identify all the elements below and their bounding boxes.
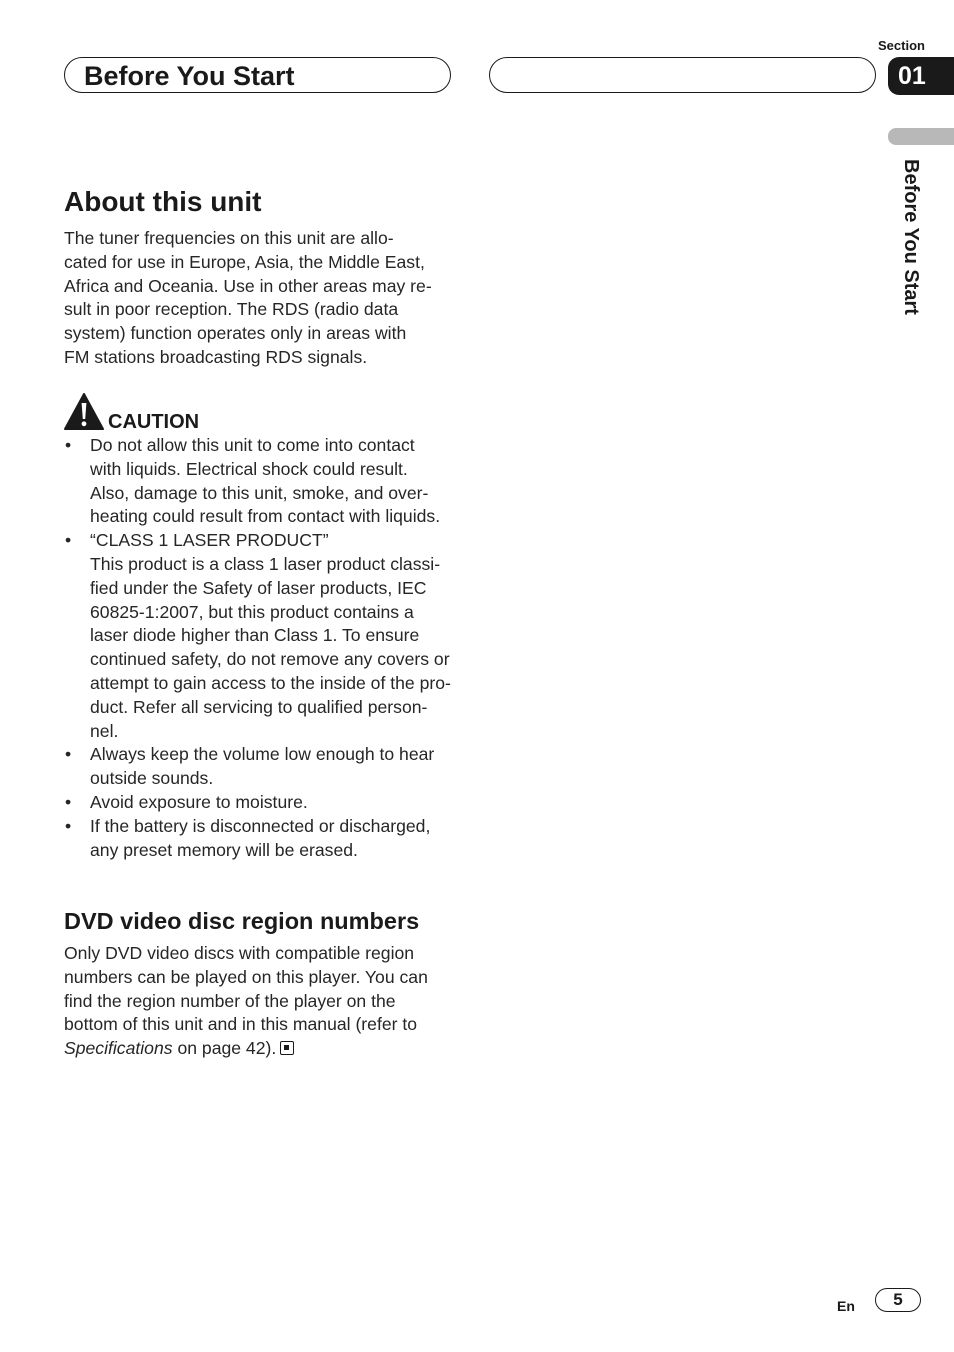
caution-item-line: Also, damage to this unit, smoke, and over- <box>90 482 429 503</box>
dvd-line: Only DVD video discs with compatible region <box>64 943 415 963</box>
page-ref: on page 42). <box>172 1038 277 1059</box>
caution-item <box>64 434 464 529</box>
caution-item-line: continued safety, do not remove any covers or <box>90 649 450 670</box>
bullet-icon: • <box>65 435 72 455</box>
end-of-section-icon <box>280 1041 294 1055</box>
caution-item-line: Avoid exposure to moisture. <box>90 791 308 812</box>
caution-item <box>64 815 464 863</box>
dvd-last-line <box>64 1037 456 1061</box>
side-tab-label: Before You Start <box>900 159 922 315</box>
caution-item-line: If the battery is disconnected or discharged, <box>90 815 431 836</box>
about-paragraph <box>64 227 456 370</box>
caution-item <box>64 791 464 815</box>
warning-triangle-icon <box>64 393 104 431</box>
caution-item-line: Do not allow this unit to come into contact <box>90 435 415 455</box>
caution-item-line: outside sounds. <box>90 768 214 789</box>
about-line: The tuner frequencies on this unit are allo- <box>64 228 394 248</box>
caution-list <box>64 434 464 862</box>
bullet-icon: • <box>65 744 72 765</box>
caution-item-line: duct. Refer all servicing to qualified person- <box>90 696 428 717</box>
caution-item-line: Always keep the volume low enough to hear <box>90 744 435 765</box>
about-line: system) function operates only in areas with <box>64 323 407 344</box>
header-right-box <box>489 57 876 93</box>
caution-item-line: 60825-1:2007, but this product contains a <box>90 601 414 622</box>
caution-item-line: attempt to gain access to the inside of the pro- <box>90 672 451 693</box>
dvd-line: bottom of this unit and in this manual (refer to <box>64 1014 418 1035</box>
caution-item-line: with liquids. Electrical shock could result. <box>90 458 408 479</box>
header-title-box <box>64 57 451 93</box>
caution-item-line: heating could result from contact with liquids. <box>90 506 441 527</box>
header-title: Before You Start <box>84 61 295 91</box>
section-number-tab: 01 <box>888 57 954 95</box>
caution-item-line: any preset memory will be erased. <box>90 839 358 860</box>
language-code: En <box>837 1298 855 1314</box>
about-line: FM stations broadcasting RDS signals. <box>64 346 368 367</box>
bullet-icon: • <box>65 791 72 812</box>
section-label: Section <box>878 38 925 53</box>
about-heading: About this unit <box>64 186 262 217</box>
dvd-region-heading: DVD video disc region numbers <box>64 908 420 934</box>
bullet-icon: • <box>65 815 72 836</box>
dvd-region-paragraph <box>64 942 456 1061</box>
caution-item-line: laser diode higher than Class 1. To ensure <box>90 625 420 646</box>
caution-item-line: This product is a class 1 laser product classi- <box>90 553 441 574</box>
dvd-line: numbers can be played on this player. You can <box>64 966 428 987</box>
caution-item <box>64 743 464 791</box>
caution-item <box>64 529 464 743</box>
about-line: cated for use in Europe, Asia, the Middle East, <box>64 251 425 272</box>
about-line: sult in poor reception. The RDS (radio data <box>64 299 399 320</box>
caution-item-line: nel. <box>90 720 119 741</box>
about-line: Africa and Oceania. Use in other areas may re- <box>64 275 432 296</box>
specifications-ref: Specifications <box>64 1038 173 1059</box>
bullet-icon: • <box>65 530 72 551</box>
side-tab-marker <box>888 128 954 145</box>
dvd-line: find the region number of the player on the <box>64 990 396 1011</box>
page-number: 5 <box>875 1288 921 1312</box>
caution-label: CAUTION <box>108 411 200 433</box>
caution-item-line: “CLASS 1 LASER PRODUCT” <box>90 530 329 551</box>
caution-item-line: fied under the Safety of laser products, IEC <box>90 577 427 598</box>
